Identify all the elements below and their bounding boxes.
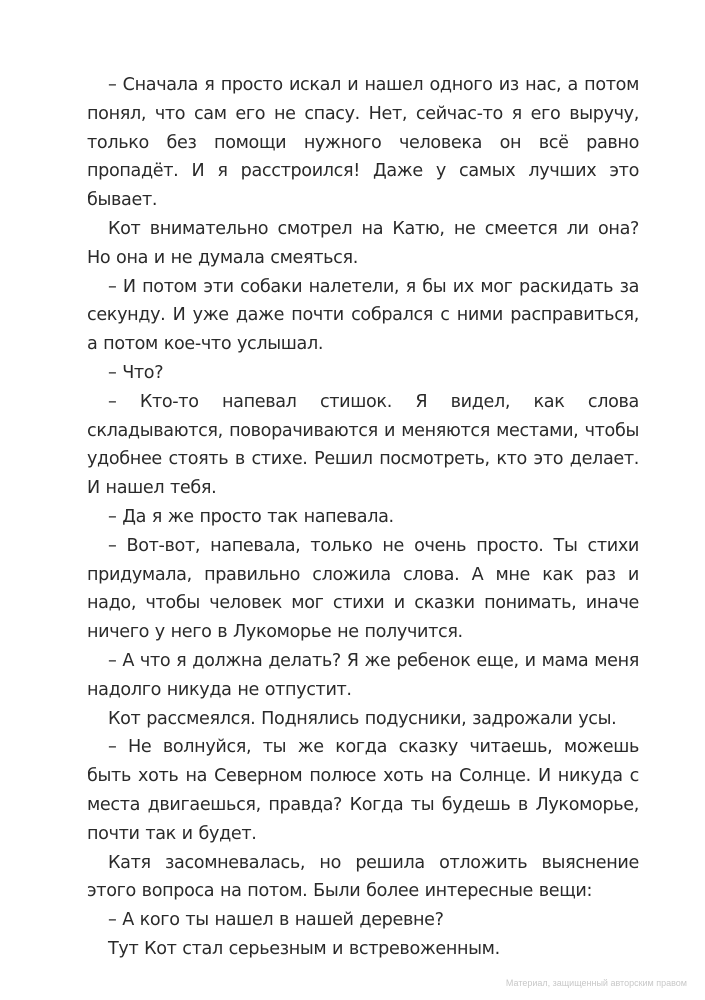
paragraph-3: – И потом эти собаки налетели, я бы их мог раскидать за секунду. И уже даже почти собрался с ними расправиться, а потом кое-что услышал.: [87, 276, 639, 355]
paragraph-12: – А кого ты нашел в нашей деревне?: [108, 910, 444, 931]
page-text: [87, 71, 639, 964]
paragraph-8: – А что я должна делать? Я же ребенок еще, и мама меня надолго никуда не отпустит.: [87, 650, 639, 700]
paragraph-10: – Не волнуйся, ты же когда сказку читаешь, можешь быть хоть на Северном полюсе хоть на Солнце. И никуда с места двигаешься, правда? Когда ты будешь в Лукоморье, почти так и будет.: [87, 737, 639, 844]
paragraph-11: Катя засомневалась, но решила отложить выяснение этого вопроса на потом. Были более интересные вещи:: [87, 852, 639, 902]
paragraph-13: Тут Кот стал серьезным и встревоженным.: [108, 938, 500, 959]
paragraph-2: Кот внимательно смотрел на Катю, не смеется ли она? Но она и не думала смеяться.: [87, 218, 639, 268]
paragraph-7: – Вот-вот, напевала, только не очень просто. Ты стихи придумала, правильно сложила слова. А мне как раз и надо, чтобы человек мог стихи и сказки понимать, иначе ничего у него в Лукоморье не получится.: [87, 535, 639, 643]
copyright-watermark: Материал, защищенный авторским правом: [505, 978, 687, 988]
paragraph-9: Кот рассмеялся. Поднялись подусники, задрожали усы.: [108, 708, 617, 729]
paragraph-6: – Да я же просто так напевала.: [108, 506, 394, 527]
paragraph-5: – Кто-то напевал стишок. Я видел, как слова складываются, поворачиваются и меняются местами, чтобы удобнее стоять в стихе. Решил посмотреть, кто это делает. И нашел тебя.: [87, 391, 639, 499]
paragraph-1: – Сначала я просто искал и нашел одного из нас, а потом понял, что сам его не спасу. Нет, сейчас-то я его выручу, только без помощи нужного человека он всё равно пропадёт. И я расстроился! Даже у самых лучших это бывает.: [87, 75, 639, 211]
paragraph-4: – Что?: [108, 362, 164, 383]
